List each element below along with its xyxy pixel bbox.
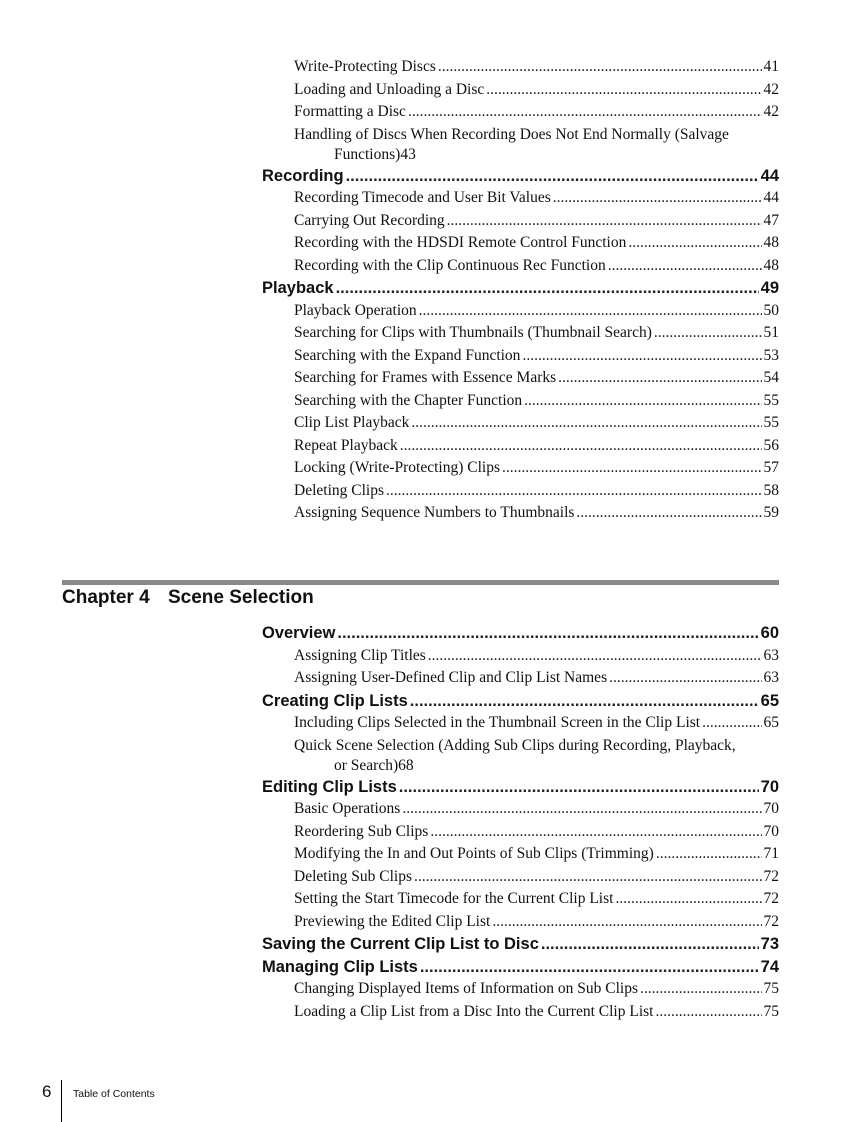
leader-dots xyxy=(492,911,761,934)
toc-entry-title-line1: Quick Scene Selection (Adding Sub Clips during Recording, Playback, xyxy=(294,736,736,754)
leader-dots xyxy=(558,367,761,390)
leader-dots xyxy=(411,412,761,435)
toc-section-playback[interactable] xyxy=(262,277,779,300)
toc-entry-title: Searching for Clips with Thumbnails (Thumbnail Search) xyxy=(294,324,652,341)
toc-section-overview[interactable] xyxy=(262,622,779,645)
toc-section-managing[interactable] xyxy=(262,956,779,979)
toc-entry[interactable] xyxy=(262,888,779,911)
leader-dots xyxy=(399,776,759,799)
toc-section-creating-clip-lists[interactable] xyxy=(262,690,779,713)
toc-entry-page: 57 xyxy=(763,459,779,476)
toc-entry-page: 56 xyxy=(763,436,779,454)
toc-entry-title: Searching for Frames with Essence Marks xyxy=(294,369,557,386)
leader-dots xyxy=(438,56,762,79)
toc-entry-title: Loading a Clip List from a Disc Into the Current Clip List xyxy=(294,1002,654,1020)
toc-section-page: 73 xyxy=(760,935,779,953)
toc-section-page: 74 xyxy=(760,957,779,976)
toc-entry-page: 63 xyxy=(763,669,779,686)
toc-section-page: 44 xyxy=(760,166,779,185)
toc-entry-page: 53 xyxy=(763,346,779,364)
toc-entry-title: Reordering Sub Clips xyxy=(294,822,429,840)
leader-dots xyxy=(486,79,761,102)
toc-entry-page: 65 xyxy=(763,714,779,731)
toc-entry[interactable] xyxy=(262,232,779,255)
leader-dots xyxy=(337,622,758,645)
leader-dots xyxy=(553,187,762,210)
toc-entry[interactable] xyxy=(262,101,779,124)
toc-entry-page: 71 xyxy=(763,845,779,862)
toc-entry[interactable] xyxy=(262,457,779,480)
leader-dots xyxy=(640,978,762,1001)
toc-entry-page: 59 xyxy=(763,504,779,521)
toc-entry-page: 43 xyxy=(400,145,416,163)
toc-entry-title: Modifying the In and Out Points of Sub Clips (Trimming) xyxy=(294,845,654,862)
toc-entry-page: 63 xyxy=(763,646,779,664)
toc-entry[interactable] xyxy=(262,322,779,345)
toc-entry-page: 41 xyxy=(763,58,779,75)
leader-dots xyxy=(522,345,761,368)
leader-dots xyxy=(386,480,762,503)
toc-entry-title: Including Clips Selected in the Thumbnail Screen in the Clip List xyxy=(294,714,701,731)
toc-section-editing-clip-lists[interactable] xyxy=(262,776,779,799)
toc-entry[interactable] xyxy=(262,345,779,368)
leader-dots xyxy=(408,101,762,124)
toc-entry-title: Assigning User-Defined Clip and Clip List Names xyxy=(294,669,608,686)
toc-entry-page: 75 xyxy=(763,1002,779,1020)
toc-entry-page: 55 xyxy=(763,414,779,431)
toc-entry-page: 70 xyxy=(763,822,779,840)
leader-dots xyxy=(656,843,762,866)
toc-entry-page: 51 xyxy=(763,324,779,341)
toc-entry[interactable] xyxy=(262,1001,779,1024)
leader-dots xyxy=(702,712,761,735)
toc-entry-title: Recording with the Clip Continuous Rec Function xyxy=(294,256,606,274)
toc-entry-page: 68 xyxy=(398,756,414,774)
leader-dots xyxy=(576,502,761,525)
leader-dots xyxy=(524,390,761,413)
toc-section-title: Managing Clip Lists xyxy=(262,957,418,976)
toc-entry-title: Write-Protecting Discs xyxy=(294,58,436,75)
toc-entry-title: Basic Operations xyxy=(294,800,401,817)
toc-entry[interactable] xyxy=(262,255,779,278)
toc-entry-page: 55 xyxy=(763,391,779,409)
chapter-title: Scene Selection xyxy=(168,587,314,608)
toc-section-title: Recording xyxy=(262,166,344,185)
toc-entry[interactable] xyxy=(262,712,779,735)
leader-dots xyxy=(414,866,762,889)
toc-entry[interactable] xyxy=(262,300,779,323)
leader-dots xyxy=(615,888,761,911)
toc-section-page: 65 xyxy=(760,691,779,710)
toc-entry-title: Recording with the HDSDI Remote Control Function xyxy=(294,234,627,251)
toc-entry-title: Previewing the Edited Clip List xyxy=(294,912,491,930)
toc-entry-title: Searching with the Expand Function xyxy=(294,346,521,364)
toc-entry[interactable] xyxy=(262,667,779,690)
toc-entry[interactable] xyxy=(262,645,779,668)
toc-section-recording[interactable] xyxy=(262,165,779,188)
toc-entry-page: 50 xyxy=(763,301,779,319)
footer-label: Table of Contents xyxy=(73,1088,155,1100)
leader-dots xyxy=(628,232,761,255)
toc-entry-title-line2: Functions) xyxy=(334,145,401,163)
toc-entry-page: 42 xyxy=(763,103,779,120)
toc-entry-title: Locking (Write-Protecting) Clips xyxy=(294,459,500,476)
toc-entry-title: Playback Operation xyxy=(294,301,417,319)
leader-dots xyxy=(428,645,762,668)
toc-section-title: Playback xyxy=(262,279,334,297)
toc-entry-page: 44 xyxy=(763,189,779,206)
toc-entry-page: 72 xyxy=(763,912,779,930)
toc-section-page: 49 xyxy=(760,279,779,297)
toc-entry-page: 48 xyxy=(763,256,779,274)
toc-entry-title: Assigning Sequence Numbers to Thumbnails xyxy=(294,504,575,521)
toc-entry[interactable] xyxy=(262,79,779,102)
toc-section-page: 60 xyxy=(760,624,779,642)
toc-entry[interactable] xyxy=(262,866,779,889)
toc-entry[interactable] xyxy=(262,798,779,821)
toc-entry-title: Formatting a Disc xyxy=(294,103,406,120)
chapter-number: Chapter 4 xyxy=(62,587,150,608)
toc-top-block xyxy=(262,56,779,525)
toc-entry-title: Deleting Clips xyxy=(294,481,384,499)
leader-dots xyxy=(400,435,762,458)
toc-entry-title: Recording Timecode and User Bit Values xyxy=(294,189,551,206)
leader-dots xyxy=(402,798,761,821)
toc-section-title: Creating Clip Lists xyxy=(262,691,408,710)
toc-entry-title: Searching with the Chapter Function xyxy=(294,391,523,409)
leader-dots xyxy=(502,457,762,480)
toc-entry[interactable] xyxy=(262,187,779,210)
toc-section-saving[interactable] xyxy=(262,933,779,956)
leader-dots xyxy=(655,1001,761,1024)
toc-entry-page: 58 xyxy=(763,481,779,499)
toc-entry-title: Deleting Sub Clips xyxy=(294,867,412,885)
leader-dots xyxy=(410,690,759,713)
toc-entry[interactable] xyxy=(262,56,779,79)
leader-dots xyxy=(447,210,762,233)
leader-dots xyxy=(336,277,759,300)
toc-entry-title: Loading and Unloading a Disc xyxy=(294,80,485,98)
toc-entry-page: 72 xyxy=(763,890,779,907)
toc-entry-page: 47 xyxy=(763,211,779,229)
toc-entry-title: Repeat Playback xyxy=(294,436,398,454)
toc-entry[interactable] xyxy=(262,390,779,413)
toc-entry-title-line2: or Search) xyxy=(334,756,399,774)
toc-entry[interactable] xyxy=(262,210,779,233)
leader-dots xyxy=(346,165,759,188)
toc-entry-page: 75 xyxy=(763,980,779,997)
toc-section-title: Overview xyxy=(262,624,336,642)
toc-entry[interactable] xyxy=(262,480,779,503)
leader-dots xyxy=(541,933,759,956)
toc-entry[interactable] xyxy=(262,412,779,435)
toc-entry-page: 42 xyxy=(763,80,779,98)
footer-divider xyxy=(61,1080,62,1122)
toc-entry-title: Clip List Playback xyxy=(294,414,410,431)
toc-entry-line2 xyxy=(294,756,779,776)
leader-dots xyxy=(609,667,761,690)
toc-section-title: Editing Clip Lists xyxy=(262,777,397,796)
toc-entry-line2 xyxy=(294,145,779,165)
leader-dots xyxy=(420,956,759,979)
chapter-heading[interactable] xyxy=(62,586,314,610)
toc-section-title: Saving the Current Clip List to Disc xyxy=(262,935,539,953)
toc-entry-title-line1: Handling of Discs When Recording Does Not End Normally (Salvage xyxy=(294,125,729,143)
toc-entry[interactable] xyxy=(262,367,779,390)
page-number: 6 xyxy=(42,1082,52,1101)
toc-chapter4-block xyxy=(262,622,779,1023)
chapter-divider-rule xyxy=(62,580,779,585)
toc-section-page: 70 xyxy=(760,777,779,796)
toc-entry-page: 72 xyxy=(763,867,779,885)
toc-entry-multiline[interactable] xyxy=(262,124,779,165)
leader-dots xyxy=(430,821,761,844)
toc-entry-page: 54 xyxy=(763,369,779,386)
leader-dots xyxy=(654,322,762,345)
toc-entry[interactable] xyxy=(262,502,779,525)
toc-entry[interactable] xyxy=(262,435,779,458)
leader-dots xyxy=(419,300,762,323)
toc-entry[interactable] xyxy=(262,843,779,866)
leader-dots xyxy=(608,255,762,278)
toc-entry-page: 48 xyxy=(763,234,779,251)
toc-entry-title: Assigning Clip Titles xyxy=(294,646,426,664)
toc-entry[interactable] xyxy=(262,821,779,844)
toc-entry[interactable] xyxy=(262,911,779,934)
toc-entry-title: Setting the Start Timecode for the Current Clip List xyxy=(294,890,614,907)
toc-entry[interactable] xyxy=(262,978,779,1001)
toc-entry-multiline[interactable] xyxy=(262,735,779,776)
toc-entry-title: Carrying Out Recording xyxy=(294,211,445,229)
toc-entry-title: Changing Displayed Items of Information on Sub Clips xyxy=(294,980,638,997)
toc-entry-page: 70 xyxy=(763,800,779,817)
